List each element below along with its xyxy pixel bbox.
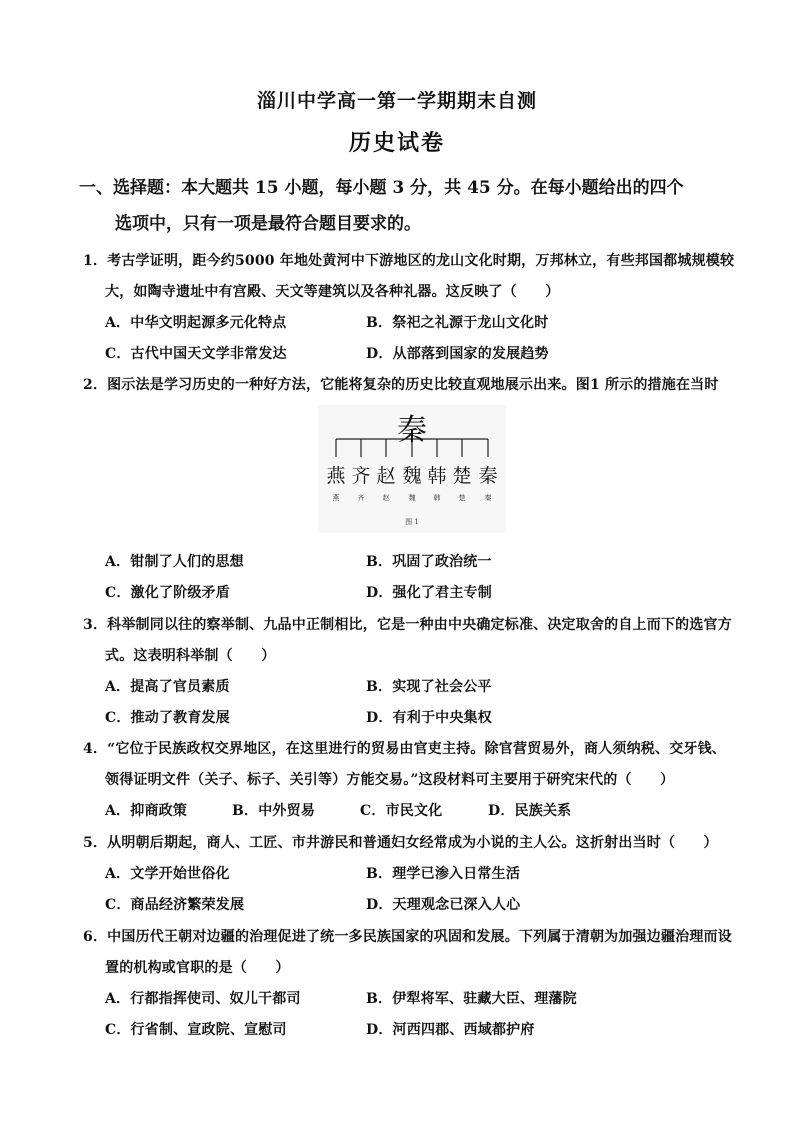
question-2-option-d: D．强化了君主专制 [366, 585, 492, 601]
question-6-line-1: 6．中国历代王朝对边疆的治理促进了统一多民族国家的巩固和发展。下列属于清朝为加强边疆治理而设 [83, 929, 732, 945]
figure-label-chu: 楚 [458, 494, 466, 502]
question-2-option-c: C．激化了阶级矛盾 [105, 585, 230, 601]
figure-label-qi: 齐 [357, 494, 365, 502]
exam-subtitle: 历史试卷 [348, 130, 445, 156]
figure-char-yan: 燕 [326, 465, 346, 487]
question-4-option-a: A．抑商政策 [105, 803, 188, 819]
figure-label-zhao: 赵 [382, 494, 390, 502]
section-instructions [79, 170, 729, 242]
question-3-option-b: B．实现了社会公平 [366, 679, 492, 695]
question-6-option-d: D．河西四郡、西域都护府 [366, 1022, 535, 1038]
question-3-option-a: A．提高了官员素质 [105, 679, 230, 695]
question-1-line-1: 1．考古学证明，距今约5000 年地处黄河中下游地区的龙山文化时期，万邦林立，有些邦国都城规模较 [83, 253, 735, 269]
question-4-option-c: C．市民文化 [360, 803, 443, 819]
question-6-line-2: 置的机构或官职的是（ ） [105, 960, 290, 976]
figure-char-han: 韩 [427, 465, 447, 487]
figure-label-qin: 秦 [484, 494, 492, 502]
exam-title: 淄川中学高一第一学期期末自测 [256, 90, 537, 112]
question-1-option-a: A．中华文明起源多元化特点 [105, 315, 287, 331]
figure-char-wei: 魏 [402, 465, 422, 487]
question-2-line-1: 2．图示法是学习历史的一种好方法，它能将复杂的历史比较直观地展示出来。图1 所示的措施在当时 [83, 377, 719, 393]
question-2-option-a: A．钳制了人们的思想 [105, 554, 244, 570]
question-1-option-b: B．祭祀之礼源于龙山文化时 [366, 315, 549, 331]
question-4-option-b: B．中外贸易 [232, 803, 316, 819]
question-3-option-c: C．推动了教育发展 [105, 710, 230, 726]
section-line-1: 一、选择题：本大题共 15 小题，每小题 3 分，共 45 分。在每小题给出的四个 [79, 178, 684, 198]
figure-char-zhao: 赵 [376, 465, 396, 487]
question-6-option-c: C．行省制、宣政院、宣慰司 [105, 1022, 287, 1038]
question-5-option-a: A．文学开始世俗化 [105, 866, 230, 882]
figure-char-qi: 齐 [351, 465, 371, 487]
question-4-line-2: 领得证明文件（关子、标子、关引等）方能交易。”这段材料可主要用于研究宋代的（ ） [105, 772, 675, 788]
question-6-option-b: B．伊犁将军、驻藏大臣、理藩院 [366, 991, 577, 1007]
question-4-line-1: 4．“它位于民族政权交界地区，在这里进行的贸易由官吏主持。除官营贸易外，商人须纳税、交牙钱、 [83, 741, 726, 757]
question-2-option-b: B．巩固了政治统一 [366, 554, 492, 570]
question-5-option-b: B．理学已渗入日常生活 [366, 866, 521, 882]
question-3-line-1: 3．科举制同以往的察举制、九品中正制相比，它是一种由中央确定标准、决定取舍的自上而下的选官方 [83, 617, 732, 633]
question-1-line-2: 大，如陶寺遗址中有宫殿、天文等建筑以及各种礼器。这反映了（ ） [105, 284, 560, 300]
figure-label-wei: 魏 [408, 494, 416, 502]
question-6-option-a: A．行都指挥使司、奴儿干都司 [105, 991, 301, 1007]
figure-label-yan: 燕 [332, 494, 340, 502]
figure-char-chu: 楚 [452, 465, 472, 487]
question-3-line-2: 式。这表明科举制（ ） [105, 648, 276, 664]
figure-top-character: 秦 [397, 413, 427, 448]
section-line-2: 选项中，只有一项是最符合题目要求的。 [115, 214, 421, 234]
question-4-option-d: D．民族关系 [488, 803, 572, 819]
figure-char-qin: 秦 [478, 465, 498, 487]
question-1-option-c: C．古代中国天文学非常发达 [105, 346, 287, 362]
question-5-line-1: 5．从明朝后期起，商人、工匠、市井游民和普通妇女经常成为小说的主人公。这折射出当时（ ） [83, 835, 718, 851]
figure-1-seal-script [318, 405, 506, 533]
question-5-option-c: C．商品经济繁荣发展 [105, 897, 245, 913]
figure-label-han: 韩 [433, 494, 441, 502]
question-1-option-d: D．从部落到国家的发展趋势 [366, 346, 549, 362]
question-3-option-d: D．有利于中央集权 [366, 710, 492, 726]
question-5-option-d: D．天理观念已深入人心 [366, 897, 521, 913]
figure-caption: 图 1 [405, 518, 419, 526]
